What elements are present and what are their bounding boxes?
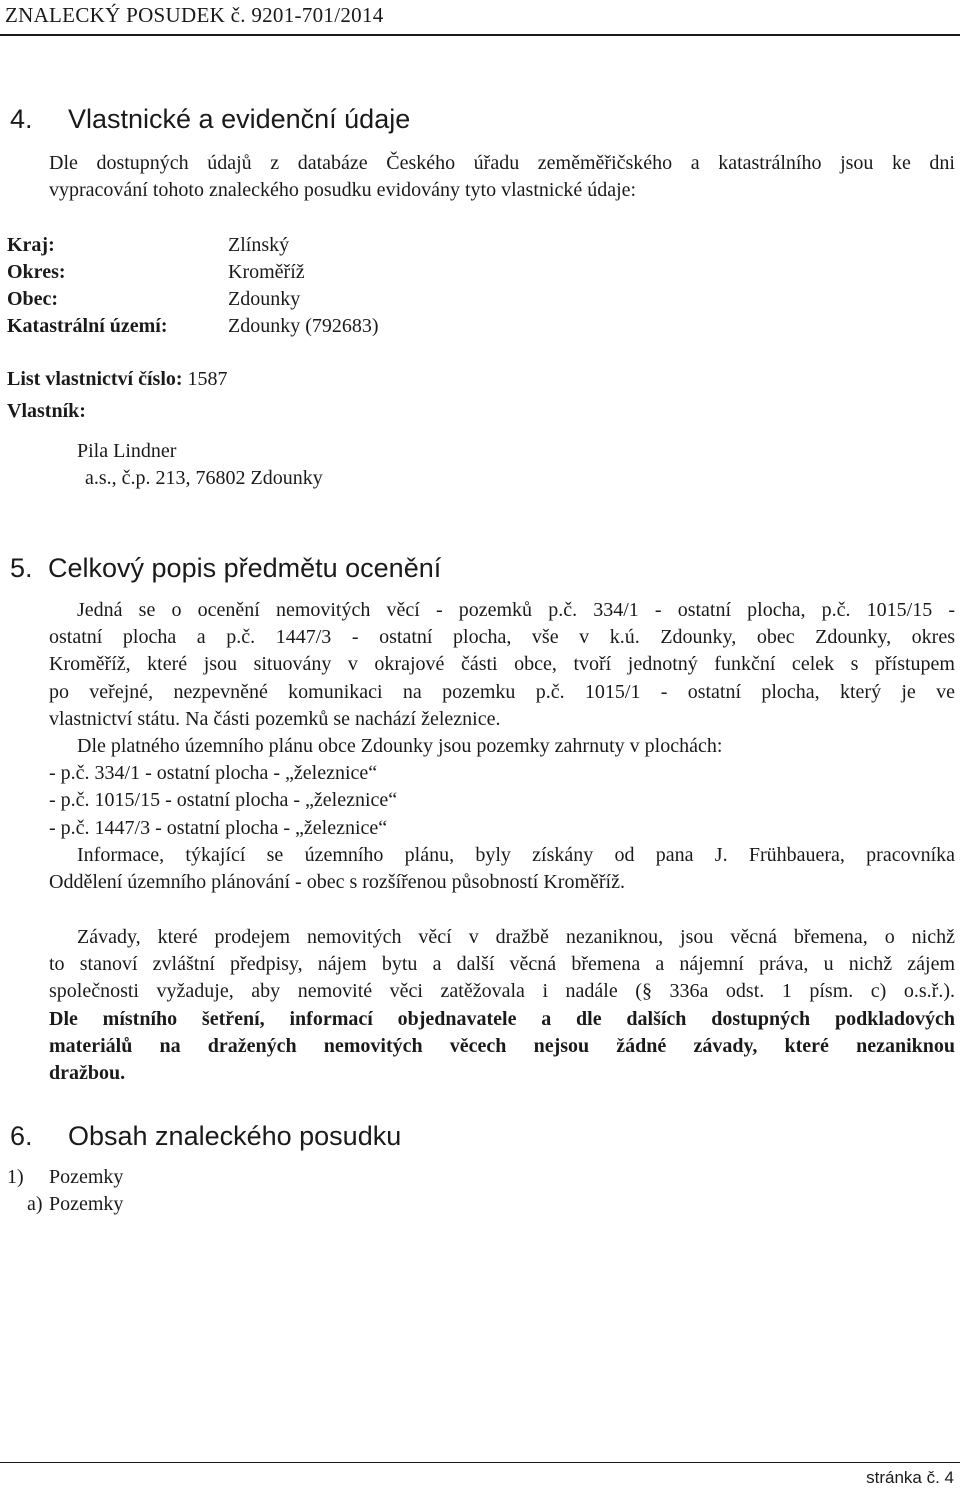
field-value: Zdounky: [228, 288, 301, 310]
bold-statement-line: materiálů na dražených nemovitých věcech nejsou žádné závady, které nezaniknou: [49, 1034, 955, 1057]
field-label: Obec:: [7, 288, 59, 310]
bold-statement-line: Dle místního šetření, informací objednavatele a dle dalších dostupných podkladových: [49, 1007, 955, 1030]
bold-statement-line: dražbou.: [49, 1062, 126, 1085]
lv-value: 1587: [187, 368, 228, 390]
footer-divider: [0, 1462, 960, 1463]
paragraph-line: Jedná se o ocenění nemovitých věcí - pozemků p.č. 334/1 - ostatní plocha, p.č. 1015/15 -: [77, 599, 955, 621]
section-5-number: 5.: [10, 553, 33, 583]
ownership-fields: [7, 232, 379, 340]
paragraph-line: společnosti vyžaduje, aby nemovité věci zatěžovala i nadále (§ 336a odst. 1 písm. c) o.s.ř.).: [49, 980, 955, 1003]
field-row-katastralni-uzemi: [7, 313, 379, 340]
section-5-description: [49, 597, 955, 896]
section-6-number: 6.: [10, 1121, 33, 1151]
document-header-title: ZNALECKÝ POSUDEK č. 9201-701/2014: [5, 3, 384, 27]
section-6-title: Obsah znaleckého posudku: [68, 1121, 402, 1151]
section-5-heading: [10, 553, 441, 584]
field-value: Zlínský: [228, 234, 290, 256]
paragraph-line: ostatní plocha a p.č. 1447/3 - ostatní plocha, vše v k.ú. Zdounky, obec Zdounky, okres: [49, 626, 955, 649]
list-item-text: Pozemky: [49, 1166, 124, 1188]
paragraph-line: Kroměříž, které jsou situovány v okrajové části obce, tvoří jednotný funkční celek s přístupem: [49, 653, 955, 676]
paragraph-line: po veřejné, nezpevněné komunikaci na pozemku p.č. 1015/1 - ostatní plocha, který je ve: [49, 680, 955, 703]
zoning-list-item: - p.č. 1015/15 - ostatní plocha - „železnice“: [49, 789, 398, 812]
owner-address: a.s., č.p. 213, 76802 Zdounky: [85, 467, 323, 489]
section-5-title: Celkový popis předmětu ocenění: [48, 553, 442, 583]
defects-paragraph: [49, 924, 955, 1087]
content-list-item: [27, 1191, 123, 1218]
field-row-obec: [7, 286, 379, 313]
content-list-item: [7, 1164, 123, 1191]
paragraph-line: Oddělení územního plánování - obec s rozšířenou působností Kroměříž.: [49, 871, 625, 894]
zoning-list-item: - p.č. 334/1 - ostatní plocha - „železnice“: [49, 762, 378, 785]
header-divider: [0, 34, 960, 36]
field-label: Katastrální území:: [7, 315, 168, 337]
field-row-kraj: [7, 232, 379, 259]
intro-line: Dle dostupných údajů z databáze Českého úřadu zeměměřičského a katastrálního jsou ke dni: [49, 152, 955, 174]
field-label: Kraj:: [7, 234, 55, 256]
zoning-list-item: - p.č. 1447/3 - ostatní plocha - „železnice“: [49, 816, 388, 839]
section-4-title: Vlastnické a evidenční údaje: [68, 104, 411, 134]
list-vlastnictvi-row: [7, 366, 228, 393]
field-row-okres: [7, 259, 379, 286]
list-marker: a): [27, 1193, 43, 1215]
section-4-number: 4.: [10, 104, 33, 134]
field-label: Okres:: [7, 261, 66, 283]
paragraph-line: vlastnictví státu. Na části pozemků se nachází železnice.: [49, 707, 501, 730]
paragraph-line: to stanoví zvláštní předpisy, nájem bytu a další věcná břemena a nájemní práva, u nichž zájem: [49, 953, 955, 976]
lv-label: List vlastnictví číslo:: [7, 368, 183, 390]
list-marker: 1): [7, 1166, 24, 1188]
paragraph-line: Dle platného územního plánu obce Zdounky jsou pozemky zahrnuty v plochách:: [77, 735, 723, 758]
page-number: stránka č. 4: [866, 1468, 954, 1487]
field-value: Zdounky (792683): [228, 315, 379, 337]
section-4-heading: [10, 104, 410, 135]
owner-label: Vlastník:: [7, 400, 86, 422]
paragraph-line: Informace, týkající se územního plánu, byly získány od pana J. Frühbauera, pracovníka: [77, 843, 955, 866]
paragraph-line: Závady, které prodejem nemovitých věcí v dražbě nezaniknou, jsou věcná břemena, o nichž: [77, 926, 955, 948]
field-value: Kroměříž: [228, 261, 305, 283]
owner-name: Pila Lindner: [77, 440, 177, 462]
section-6-heading: [10, 1121, 401, 1152]
list-item-text: Pozemky: [49, 1193, 124, 1215]
section-4-intro: [49, 150, 955, 204]
intro-line: vypracování tohoto znaleckého posudku evidovány tyto vlastnické údaje:: [49, 179, 637, 202]
